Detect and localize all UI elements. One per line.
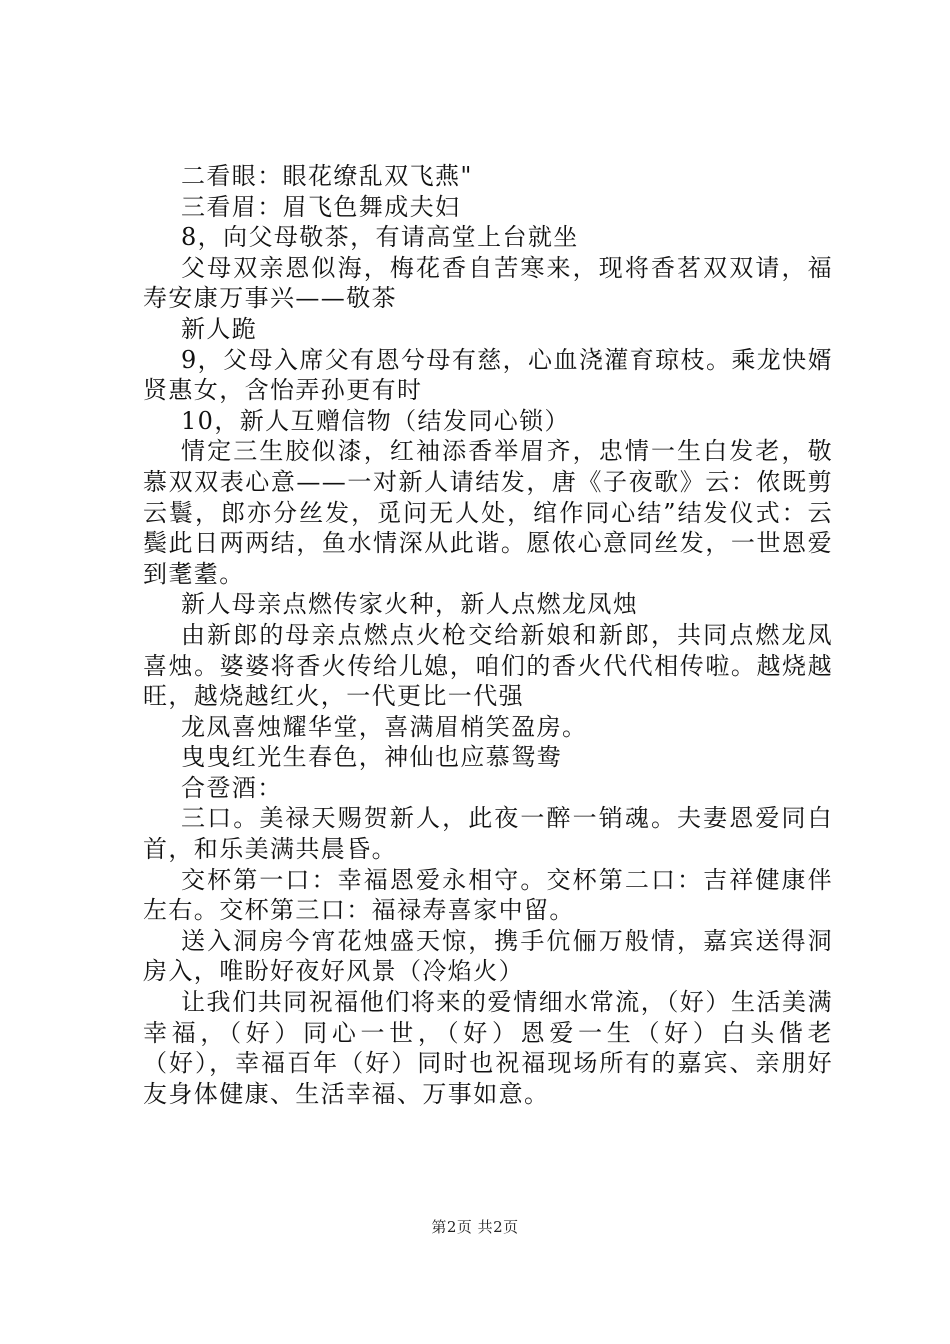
- paragraph: 父母双亲恩似海，梅花香自苦寒来，现将香茗双双请，福寿安康万事兴——敬茶: [143, 253, 833, 313]
- paragraph: 曳曳红光生春色，神仙也应慕鸳鸯: [181, 743, 562, 772]
- paragraph: 送入洞房今宵花烛盛天惊，携手伉俪万般情，嘉宾送得洞房入，唯盼好夜好风景（冷焰火）: [143, 926, 833, 986]
- paragraph: 8，向父母敬茶，有请高堂上台就坐: [181, 223, 579, 252]
- paragraph: 由新郎的母亲点燃点火枪交给新娘和新郎，共同点燃龙凤喜烛。婆婆将香火传给儿媳，咱们的香火代代相传啦。越烧越旺，越烧越红火，一代更比一代强: [143, 620, 833, 711]
- paragraph: 9，父母入席父有恩兮母有慈，心血浇灌育琼枝。乘龙快婿贤惠女，含怡弄孙更有时: [143, 345, 833, 405]
- paragraph: 新人母亲点燃传家火种，新人点燃龙凤烛: [181, 590, 639, 619]
- paragraph: 龙凤喜烛耀华堂，喜满眉梢笑盈房。: [181, 712, 588, 741]
- paragraph: 合卺酒：: [181, 773, 283, 802]
- paragraph: 10，新人互赠信物（结发同心锁）: [181, 406, 570, 435]
- paragraph: 新人跪: [181, 314, 258, 343]
- paragraph: 情定三生胶似漆，红袖添香举眉齐，忠情一生白发老，敬慕双双表心意——一对新人请结发，唐《子夜歌》云：侬既剪云鬟，郎亦分丝发，觅问无人处，绾作同心结”结发仪式：云鬓此日两两结，鱼水情深从此谐。愿侬心意同丝发，一世恩爱到耄耋。: [143, 437, 833, 588]
- paragraph: 三口。美禄天赐贺新人，此夜一醉一销魂。夫妻恩爱同白首，和乐美满共晨昏。: [143, 804, 833, 864]
- paragraph: 交杯第一口：幸福恩爱永相守。交杯第二口：吉祥健康伴左右。交杯第三口：福禄寿喜家中留。: [143, 865, 833, 925]
- page-indicator: 第2页 共2页: [431, 1218, 519, 1236]
- paragraph: 让我们共同祝福他们将来的爱情细水常流，（好）生活美满幸福，（好）同心一世，（好）恩爱一生（好）白头偕老（好），幸福百年（好）同时也祝福现场所有的嘉宾、亲朋好友身体健康、生活幸福、万事如意。: [143, 988, 833, 1108]
- paragraph: 二看眼：眼花缭乱双飞燕": [181, 162, 473, 190]
- paragraph: 三看眉：眉飞色舞成夫妇: [181, 192, 461, 221]
- page-footer: [0, 1216, 950, 1237]
- document-body: [143, 161, 833, 1109]
